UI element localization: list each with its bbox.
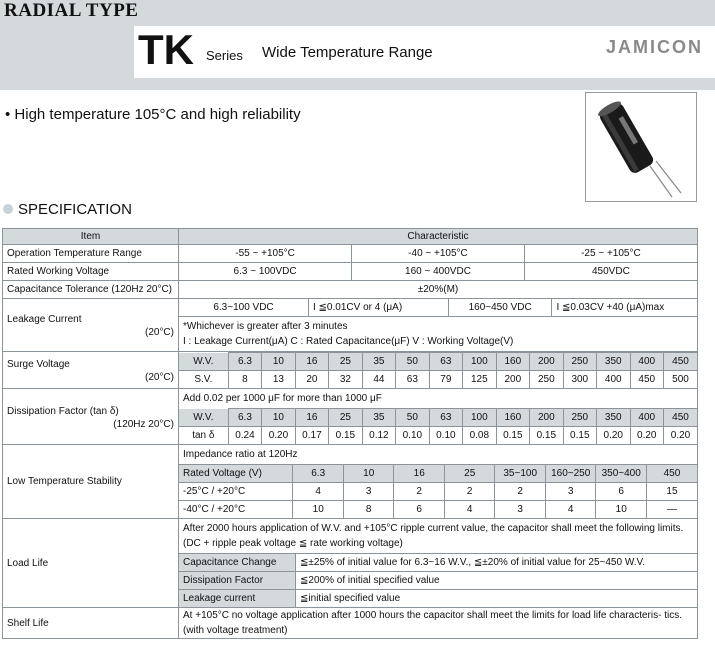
wv-label: W.V. (179, 409, 228, 427)
lts-grid (179, 464, 697, 518)
value-cell: 3 (545, 483, 596, 501)
value-cell: 6.3 (228, 353, 261, 371)
load-df-label: Dissipation Factor (179, 572, 296, 590)
row-load-life (3, 519, 698, 608)
value-cell: 10 (343, 465, 394, 483)
item-label: Low Temperature Stability (3, 445, 179, 519)
series-description: Wide Temperature Range (262, 44, 433, 61)
radial-type-title: RADIAL TYPE (4, 0, 139, 21)
rated-voltage-value: 160 ~ 400VDC (352, 263, 525, 280)
value-cell: 16 (295, 353, 328, 371)
load-desc: After 2000 hours application of W.V. and +105°C ripple current value, the capacitor shall meet the following limits. (DC + ripple peak voltage ≦ rate working voltage) (183, 523, 684, 549)
value-cell: 3 (343, 483, 394, 501)
value-cell: 160 (496, 353, 529, 371)
value-cell: 350 (597, 409, 630, 427)
value-cell: 50 (396, 353, 429, 371)
item-label: Surge Voltage (7, 359, 70, 370)
value-cell: 63 (429, 409, 462, 427)
item-condition: (20°C) (144, 327, 174, 338)
row-surge-voltage (3, 352, 698, 389)
value-cell: 25 (329, 353, 362, 371)
value-cell: 0.20 (597, 427, 630, 445)
value-cell: 450 (646, 465, 697, 483)
value-cell: 200 (496, 371, 529, 389)
value-cell: 100 (463, 409, 496, 427)
leak-legend: I : Leakage Current(μA) C : Rated Capacitance(μF) V : Working Voltage(V) (183, 336, 514, 347)
value-cell: 0.15 (563, 427, 596, 445)
value-cell: 25 (329, 409, 362, 427)
wv-label: W.V. (179, 353, 228, 371)
load-cap-label: Capacitance Change (179, 554, 296, 572)
value-cell: 4 (545, 501, 596, 519)
leak-range: 6.3~100 VDC (179, 299, 309, 317)
bullet-dot-icon (3, 204, 13, 214)
row-capacitance-tolerance (3, 281, 698, 299)
value-cell: 500 (664, 371, 698, 389)
item-label: Operation Temperature Range (3, 245, 179, 263)
row-low-temp-stability (3, 445, 698, 519)
value-cell: 450 (664, 409, 698, 427)
item-label: Leakage Current (7, 314, 82, 325)
item-label: Rated Working Voltage (3, 263, 179, 281)
value-cell: 350~400 (596, 465, 647, 483)
tan-label: tan δ (179, 427, 228, 445)
value-cell: 0.15 (530, 427, 563, 445)
leak-note: *Whichever is greater after 3 minutes (183, 321, 348, 332)
value-cell: 63 (396, 371, 429, 389)
op-temp-value: -25 ~ +105°C (581, 248, 641, 259)
value-cell: 20 (295, 371, 328, 389)
value-cell: — (646, 501, 697, 519)
value-cell: 16 (394, 465, 445, 483)
leak-formula: I ≦0.03CV +40 (μA)max (552, 299, 697, 317)
load-df-value: ≦200% of initial specified value (296, 572, 697, 590)
df-note: Add 0.02 per 1000 μF for more than 1000 μF (183, 393, 382, 404)
value-cell: 2 (444, 483, 495, 501)
item-label: Capacitance Tolerance (120Hz 20°C) (3, 281, 179, 299)
value-cell: 35 (362, 409, 395, 427)
cap-tol-value: ±20%(M) (179, 281, 698, 299)
shelf-desc: At +105°C no voltage application after 1000 hours the capacitor shall meet the limits for load life characteris- tics. (with voltage treatment) (179, 608, 698, 639)
brand-logo: JAMICON (605, 37, 703, 57)
row-leakage-current (3, 299, 698, 352)
load-lc-label: Leakage current (179, 590, 296, 608)
value-cell: 8 (343, 501, 394, 519)
load-cap-value: ≦±25% of initial value for 6.3~16 W.V., ≦±20% of initial value for 25~450 W.V. (296, 554, 697, 572)
value-cell: 450 (664, 353, 698, 371)
value-cell: 2 (394, 483, 445, 501)
item-label: Load Life (3, 519, 179, 608)
value-cell: 350 (597, 353, 630, 371)
col-header-item: Item (3, 229, 179, 245)
value-cell: 160~250 (545, 465, 596, 483)
item-condition: (20°C) (144, 372, 174, 383)
value-cell: 0.20 (630, 427, 663, 445)
row-dissipation-factor (3, 389, 698, 445)
item-label: Dissipation Factor (tan δ) (7, 405, 119, 417)
header-band (0, 0, 715, 90)
value-cell: 0.08 (463, 427, 496, 445)
rated-voltage-value: 6.3 ~ 100VDC (179, 263, 352, 280)
value-cell: 0.10 (429, 427, 462, 445)
value-cell: 10 (596, 501, 647, 519)
value-cell: 160 (496, 409, 529, 427)
value-cell: 3 (495, 501, 546, 519)
value-cell: 250 (563, 353, 596, 371)
value-cell: 250 (563, 409, 596, 427)
value-cell: 450 (630, 371, 663, 389)
value-cell: 300 (563, 371, 596, 389)
rv-label: Rated Voltage (V) (179, 465, 293, 483)
value-cell: 125 (463, 371, 496, 389)
row-rated-voltage (3, 263, 698, 281)
value-cell: 13 (262, 371, 295, 389)
value-cell: 16 (295, 409, 328, 427)
value-cell: 79 (429, 371, 462, 389)
rated-voltage-value: 450VDC (592, 266, 630, 277)
load-lc-value: ≦initial specified value (296, 590, 697, 608)
value-cell: 50 (396, 409, 429, 427)
series-code: TK (138, 26, 194, 73)
value-cell: 200 (530, 409, 563, 427)
series-word: Series (206, 48, 243, 63)
value-cell: 10 (262, 353, 295, 371)
value-cell: 2 (495, 483, 546, 501)
value-cell: 10 (293, 501, 344, 519)
surge-grid (179, 352, 697, 388)
item-label: Shelf Life (3, 608, 179, 639)
value-cell: 4 (444, 501, 495, 519)
value-cell: 400 (597, 371, 630, 389)
value-cell: 6 (596, 483, 647, 501)
value-cell: 0.15 (496, 427, 529, 445)
table-header-row (3, 229, 698, 245)
value-cell: 6.3 (228, 409, 261, 427)
value-cell: 200 (530, 353, 563, 371)
value-cell: 6.3 (293, 465, 344, 483)
value-cell: 35 (362, 353, 395, 371)
value-cell: 0.24 (228, 427, 261, 445)
value-cell: 100 (463, 353, 496, 371)
value-cell: 0.12 (362, 427, 395, 445)
series-block (134, 26, 715, 78)
col-header-characteristic: Characteristic (179, 229, 698, 245)
value-cell: 6 (394, 501, 445, 519)
value-cell: 400 (630, 409, 663, 427)
section-title: SPECIFICATION (3, 201, 132, 218)
item-condition: (120Hz 20°C) (113, 418, 174, 430)
value-cell: 35~100 (495, 465, 546, 483)
op-temp-value: -55 ~ +105°C (179, 245, 352, 262)
row-shelf-life (3, 608, 698, 639)
value-cell: 0.20 (262, 427, 295, 445)
value-cell: 63 (429, 353, 462, 371)
leak-range: 160~450 VDC (448, 299, 552, 317)
value-cell: 0.20 (664, 427, 698, 445)
df-grid (179, 408, 697, 444)
value-cell: 0.17 (295, 427, 328, 445)
value-cell: 4 (293, 483, 344, 501)
op-temp-value: -40 ~ +105°C (352, 245, 525, 262)
row-operation-temperature (3, 245, 698, 263)
value-cell: 32 (329, 371, 362, 389)
lts-row-label: -25°C / +20°C (179, 483, 293, 501)
feature-bullet: • High temperature 105°C and high reliability (5, 106, 301, 123)
lts-row-label: -40°C / +20°C (179, 501, 293, 519)
sv-label: S.V. (179, 371, 228, 389)
value-cell: 25 (444, 465, 495, 483)
value-cell: 44 (362, 371, 395, 389)
value-cell: 10 (262, 409, 295, 427)
value-cell: 0.10 (396, 427, 429, 445)
value-cell: 0.15 (329, 427, 362, 445)
spec-table (2, 228, 698, 639)
leak-formula: I ≦0.01CV or 4 (μA) (309, 299, 449, 317)
value-cell: 15 (646, 483, 697, 501)
capacitor-photo (585, 92, 697, 202)
value-cell: 250 (530, 371, 563, 389)
value-cell: 400 (630, 353, 663, 371)
lts-note: Impedance ratio at 120Hz (183, 449, 298, 460)
capacitor-icon (586, 93, 696, 201)
value-cell: 8 (228, 371, 261, 389)
